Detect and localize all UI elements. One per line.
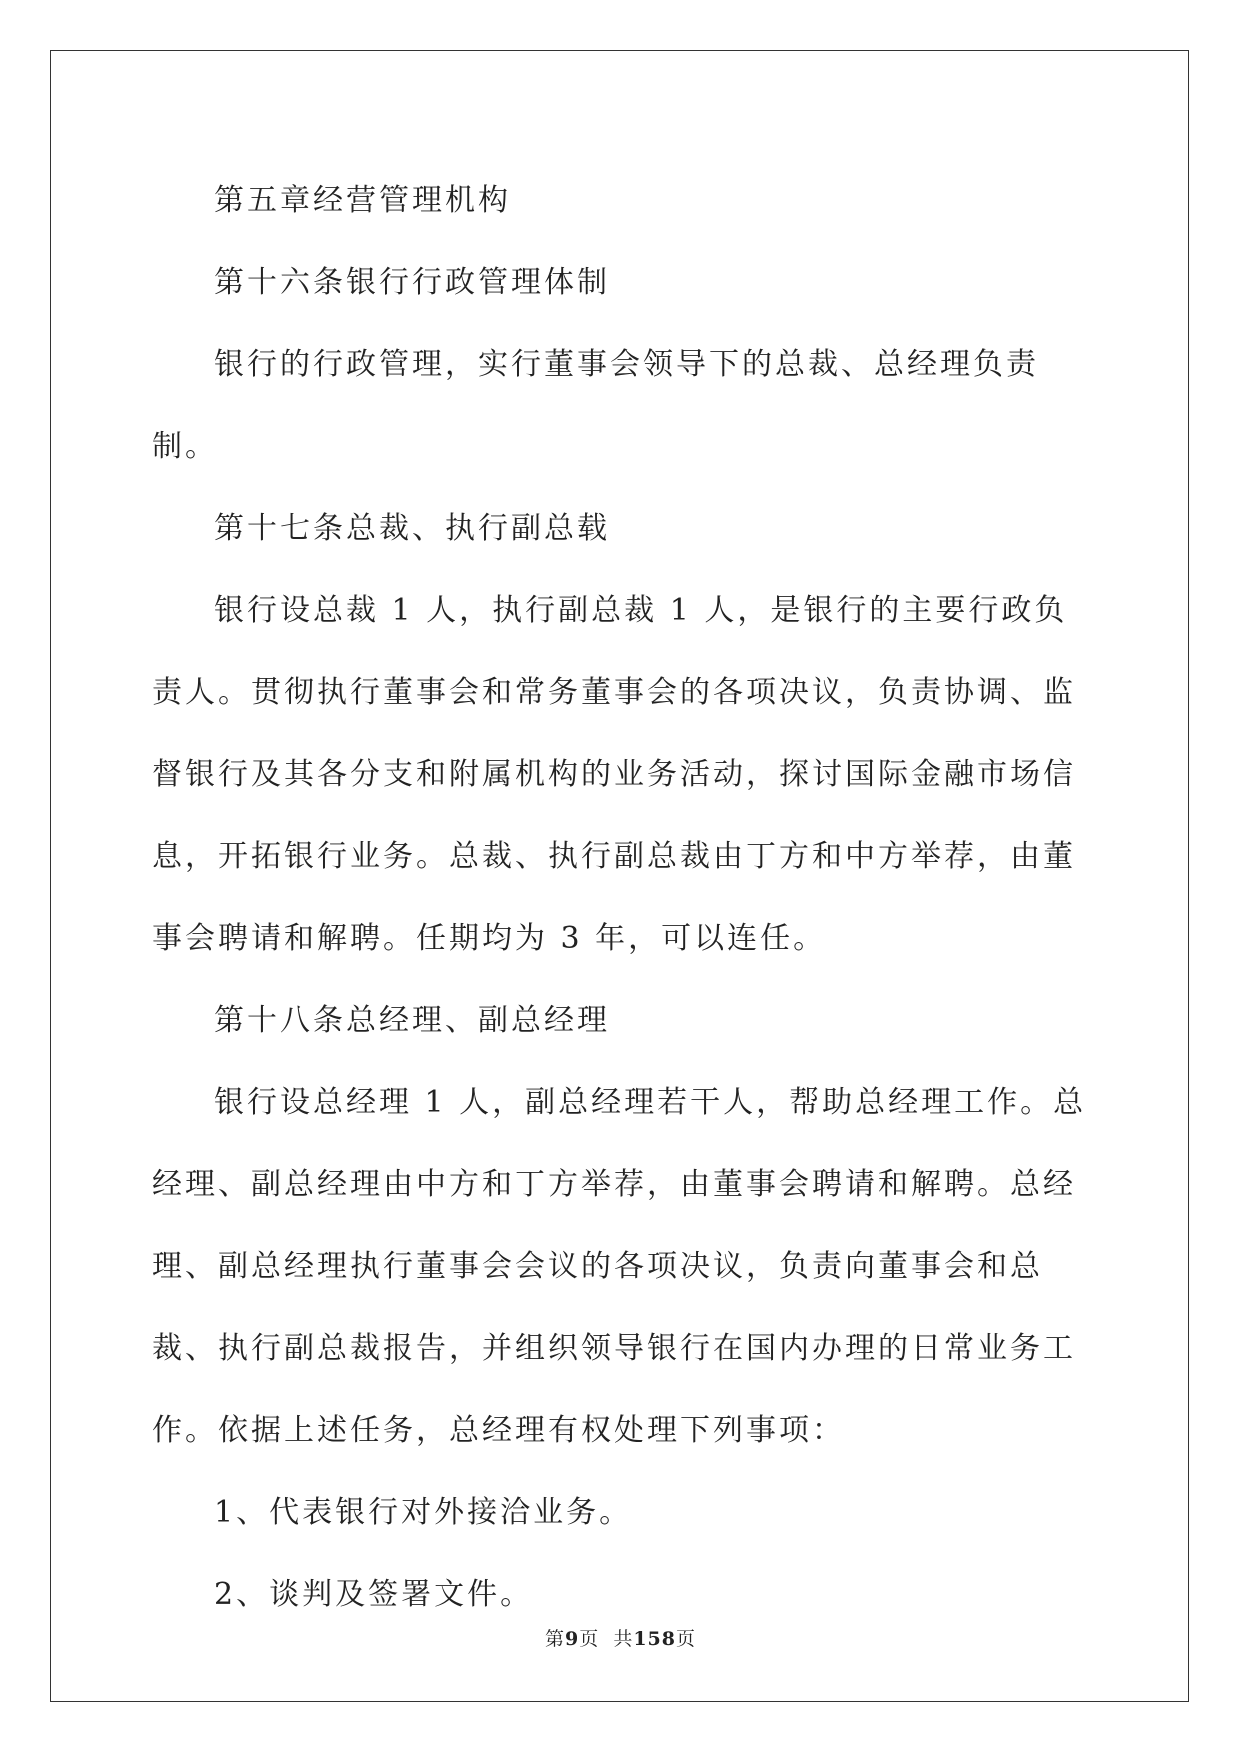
footer-middle: 页 共 bbox=[579, 1628, 634, 1650]
footer-prefix: 第 bbox=[544, 1628, 565, 1650]
list-item: 1、代表银行对外接洽业务。 bbox=[214, 1495, 633, 1530]
document-body bbox=[152, 160, 1092, 1636]
paragraph: 银行设总裁 1 人，执行副总裁 1 人，是银行的主要行政负责人。贯彻执行董事会和常务董事会的各项决议，负责协调、监督银行及其各分支和附属机构的业务活动，探讨国际金融市场信息，开拓银行业务。总裁、执行副总裁由丁方和中方举荐，由董事会聘请和解聘。任期均为 3 年，可以连任。 bbox=[152, 593, 1076, 956]
total-page-count: 158 bbox=[633, 1628, 676, 1650]
page-footer bbox=[0, 1624, 1241, 1651]
paragraph: 银行的行政管理，实行董事会领导下的总裁、总经理负责制。 bbox=[152, 347, 1039, 464]
article-heading: 第十六条银行行政管理体制 bbox=[214, 265, 610, 300]
list-item: 2、谈判及签署文件。 bbox=[214, 1577, 534, 1612]
chapter-heading: 第五章经营管理机构 bbox=[214, 183, 511, 218]
footer-suffix: 页 bbox=[676, 1628, 697, 1650]
paragraph: 银行设总经理 1 人，副总经理若干人，帮助总经理工作。总经理、副总经理由中方和丁方举荐，由董事会聘请和解聘。总经理、副总经理执行董事会会议的各项决议，负责向董事会和总裁、执行副总裁报告，并组织领导银行在国内办理的日常业务工作。依据上述任务，总经理有权处理下列事项： bbox=[152, 1085, 1087, 1448]
current-page-number: 9 bbox=[565, 1628, 580, 1650]
article-heading: 第十七条总裁、执行副总载 bbox=[214, 511, 610, 546]
article-heading: 第十八条总经理、副总经理 bbox=[214, 1003, 610, 1038]
